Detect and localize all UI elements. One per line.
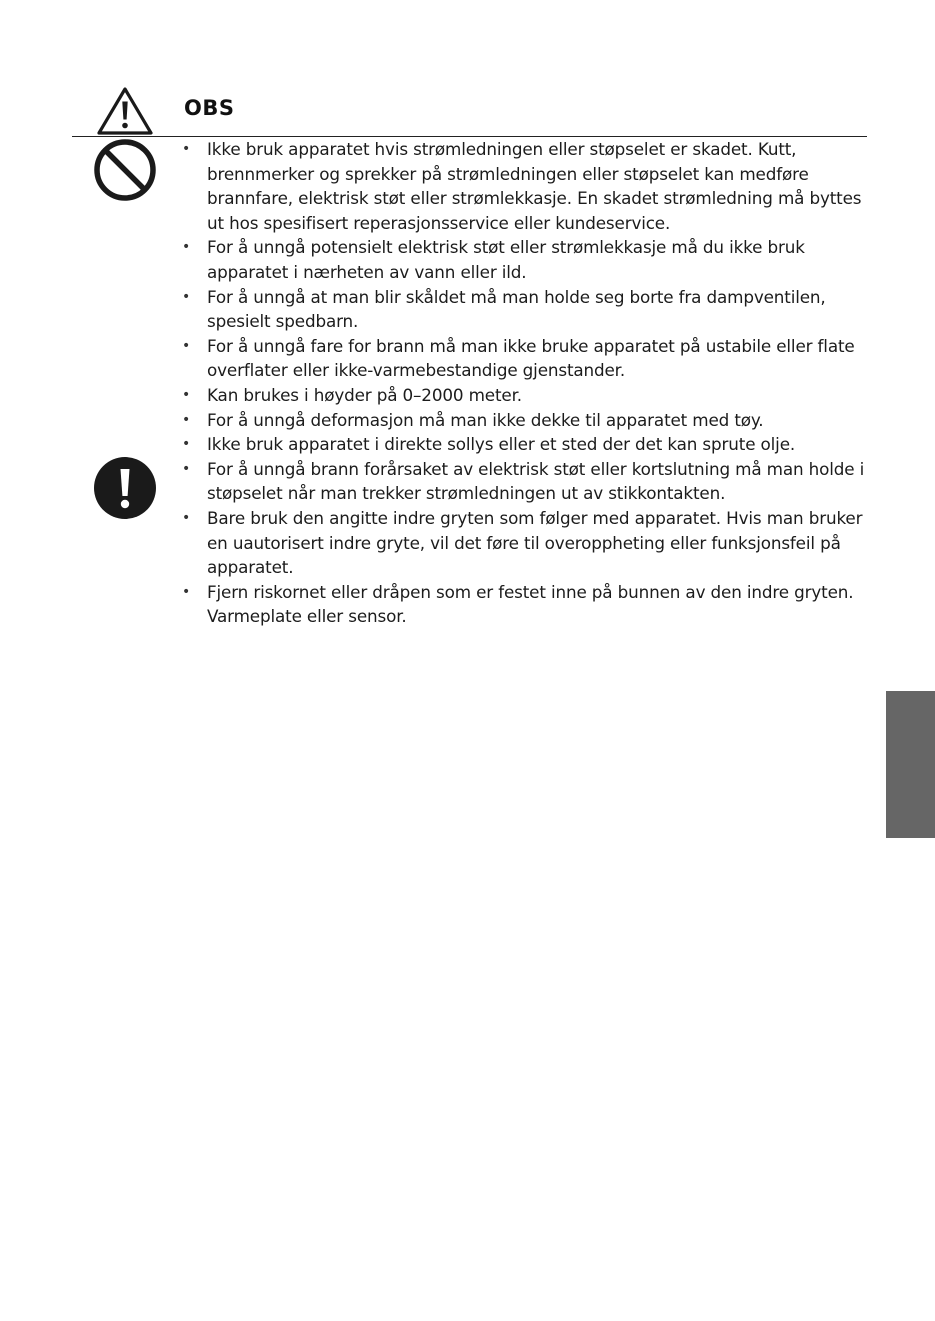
list-item: [179, 432, 869, 457]
bullet-text: Kan brukes i høyder på 0–2000 meter.: [207, 384, 522, 405]
warning-triangle-icon: [96, 86, 154, 136]
bullet-text: Ikke bruk apparatet hvis strømledningen eller støpselet er skadet. Kutt, brennmerker og sprekker på strømledningen eller støpselet kan medføre brannfare, elektrisk støt eller strømlekkasje. En skadet strømledning må byttes ut hos spesifisert reperasjonsservice eller kundeservice.: [207, 139, 862, 233]
list-item: [179, 408, 869, 433]
list-item: [179, 506, 869, 580]
bullet-text: Ikke bruk apparatet i direkte sollys eller et sted der det kan sprute olje.: [207, 434, 796, 455]
safety-bullet-list: [179, 137, 869, 629]
bullet-text: Fjern riskornet eller dråpen som er festet inne på bunnen av den indre gryten. Varmeplate eller sensor.: [207, 581, 854, 627]
bullet-icon: •: [181, 337, 191, 354]
bullet-text: For å unngå potensielt elektrisk støt eller strømlekkasje må du ikke bruk apparatet i nærheten av vann eller ild.: [207, 237, 805, 282]
bullet-icon: •: [181, 141, 191, 157]
list-item: [179, 285, 869, 334]
bullet-text: For å unngå brann forårsaket av elektrisk støt eller kortslutning må man holde i støpselet når man trekker strømledningen ut av stikkontakten.: [207, 458, 865, 504]
bullet-text: Bare bruk den angitte indre gryten som følger med apparatet. Hvis man bruker en uautorisert indre gryte, vil det føre til overoppheting eller funksjonsfeil på apparatet.: [207, 507, 863, 578]
exclamation-mandatory-icon: [93, 456, 157, 520]
bullet-icon: •: [181, 411, 191, 428]
language-side-tab: [886, 691, 935, 838]
list-item: [179, 137, 869, 235]
prohibition-icon: [93, 138, 157, 202]
bullet-icon: •: [181, 239, 191, 256]
bullet-text: For å unngå deformasjon må man ikke dekke til apparatet med tøy.: [207, 409, 764, 430]
bullet-icon: •: [181, 509, 191, 526]
bullet-icon: •: [181, 583, 191, 600]
list-item: [179, 334, 869, 383]
bullet-text: For å unngå fare for brann må man ikke bruke apparatet på ustabile eller flate overflater eller ikke-varmebestandige gjenstander.: [207, 335, 855, 381]
bullet-icon: •: [181, 386, 191, 403]
list-item: [179, 457, 869, 506]
bullet-icon: •: [181, 436, 191, 453]
bullet-text: For å unngå at man blir skåldet må man holde seg borte fra dampventilen, spesielt spedbarn.: [207, 286, 826, 332]
list-item: [179, 580, 869, 629]
section-heading: OBS: [184, 96, 235, 120]
list-item: [179, 383, 869, 408]
bullet-icon: •: [181, 288, 191, 305]
bullet-icon: •: [181, 460, 191, 477]
list-item: [179, 235, 869, 284]
